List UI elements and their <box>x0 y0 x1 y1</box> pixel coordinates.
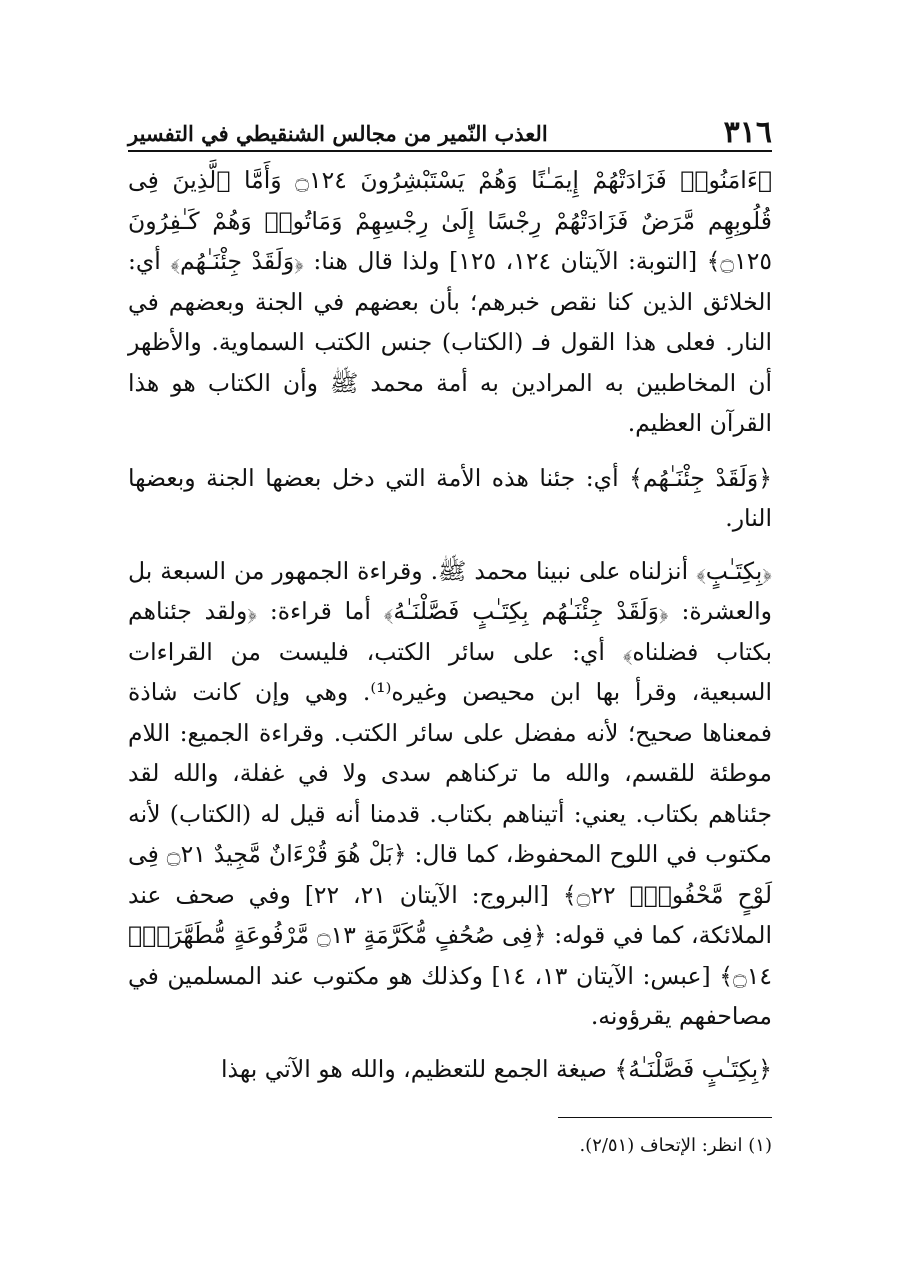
header-rule <box>128 150 772 152</box>
paragraph-2: ﴿وَلَقَدْ جِئْنَـٰهُم﴾ أي: جئنا هذه الأمة التي دخل بعضها الجنة وبعضها النار. <box>128 463 772 532</box>
footnote-rule <box>558 1117 772 1118</box>
paragraph-3: ﴿بِكِتَـٰبٍ﴾ أنزلناه على نبينا محمد ﷺ. وقراءة الجمهور من السبعة بل والعشرة: ﴿وَلَقَدْ جِئْنَـٰهُم بِكِتَـٰبٍ فَصَّلْنَـٰهُ﴾ أما قراءة: ﴿ولقد جئناهم بكتاب فضلناه﴾ أي: على سائر الكتب، فليست من القراءات السبعية، وقرأ بها ابن محيصن وغيره⁽¹⁾. وهي وإن كانت شاذة فمعناها صحيح؛ لأنه مفضل على سائر الكتب. وقراءة الجميع: اللام موطئة للقسم، والله ما تركناهم سدى ولا في غفلة، والله لقد جئناهم بكتاب. يعني: أتيناهم بكتاب. قدمنا أنه قيل له (الكتاب) لأنه مكتوب في اللوح المحفوظ، كما قال: ﴿بَلْ هُوَ قُرْءَانٌ مَّجِيدٌ ۝٢١ فِى لَوْحٍ مَّحْفُوظٍۭ ۝٢٢﴾ [البروج: الآيتان ٢١، ٢٢] وفي صحف عند الملائكة، كما في قوله: ﴿فِى صُحُفٍ مُّكَرَّمَةٍ ۝١٣ مَّرْفُوعَةٍ مُّطَهَّرَةٍۭ ۝١٤﴾ [عبس: الآيتان ١٣، ١٤] وكذلك هو مكتوب عند المسلمين في مصاحفهم يقرؤونه. <box>128 556 772 1030</box>
footnote: (١) انظر: الإتحاف (٢/٥١). <box>579 1135 772 1156</box>
page-header <box>128 100 772 148</box>
paragraph-4: ﴿بِكِتَـٰبٍ فَصَّلْنَـٰهُ﴾ صيغة الجمع للتعظيم، والله هو الآتي بهذا <box>221 1054 772 1083</box>
page-number: ٣١٦ <box>723 115 772 150</box>
book-title: العذب النّمير من مجالس الشنقيطي في التفسير <box>128 121 548 146</box>
paragraph-1: ﴿ءَامَنُوا۟ فَزَادَتْهُمْ إِيمَـٰنًا وَهُمْ يَسْتَبْشِرُونَ ۝١٢٤ وَأَمَّا ٱلَّذِينَ فِى قُلُوبِهِم مَّرَضٌ فَزَادَتْهُمْ رِجْسًا إِلَىٰ رِجْسِهِمْ وَمَاتُوا۟ وَهُمْ كَـٰفِرُونَ ۝١٢٥﴾ [التوبة: الآيتان ١٢٤، ١٢٥] ولذا قال هنا: ﴿وَلَقَدْ جِئْنَـٰهُم﴾ أي: الخلائق الذين كنا نقص خبرهم؛ بأن بعضهم في الجنة وبعضهم في النار. فعلى هذا القول فـ (الكتاب) جنس الكتب السماوية. والأظهر أن المخاطبين به المرادين به أمة محمد ﷺ وأن الكتاب هو هذا القرآن العظيم. <box>128 166 772 437</box>
page-body <box>128 160 772 1103</box>
